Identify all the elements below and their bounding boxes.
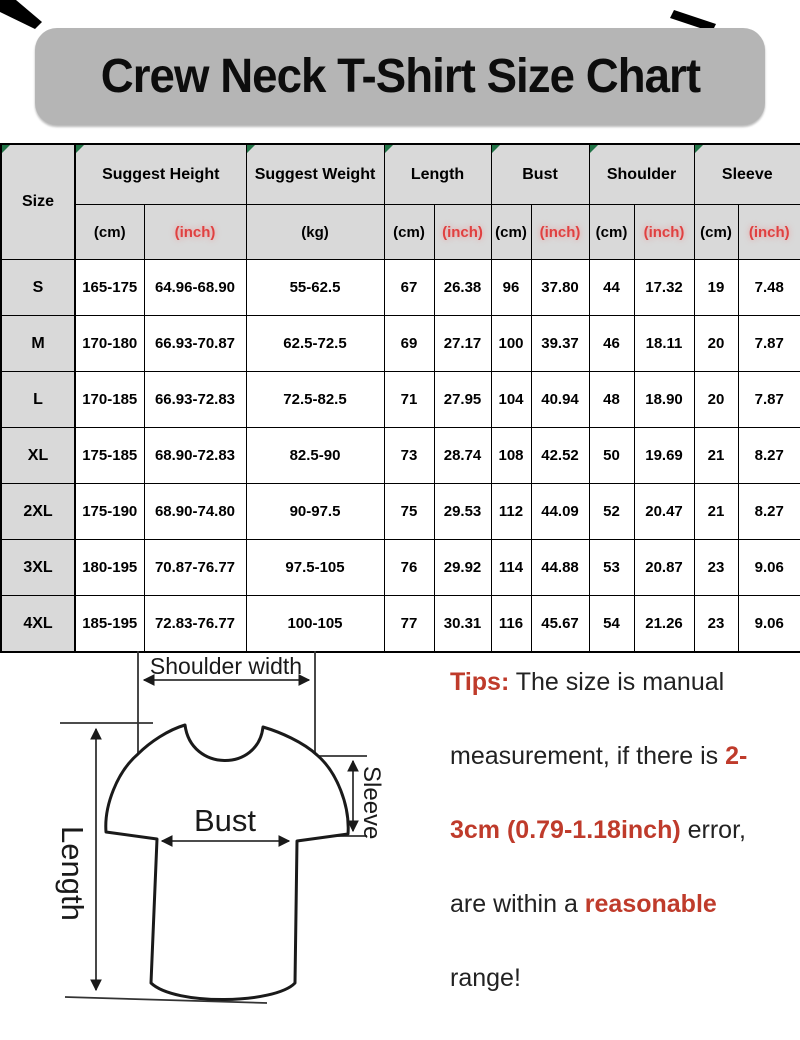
group-header-label: Bust — [522, 165, 558, 183]
size-label: 3XL — [1, 540, 75, 596]
value-cell: 55-62.5 — [246, 260, 384, 316]
unit-cell: (cm) — [491, 205, 531, 260]
value-cell: 23 — [694, 596, 738, 653]
unit-cell: (cm) — [589, 205, 634, 260]
value-cell: 75 — [384, 484, 434, 540]
value-cell: 44 — [589, 260, 634, 316]
value-cell: 72.83-76.77 — [144, 596, 246, 653]
value-cell: 45.67 — [531, 596, 589, 653]
unit-cell: (cm) — [384, 205, 434, 260]
value-cell: 53 — [589, 540, 634, 596]
comment-marker-icon — [695, 145, 703, 153]
value-cell: 112 — [491, 484, 531, 540]
value-cell: 20.47 — [634, 484, 694, 540]
unit-cell: (inch) — [531, 205, 589, 260]
value-cell: 116 — [491, 596, 531, 653]
size-label: 2XL — [1, 484, 75, 540]
value-cell: 8.27 — [738, 484, 800, 540]
value-cell: 27.95 — [434, 372, 491, 428]
value-cell: 20.87 — [634, 540, 694, 596]
table-row — [1, 316, 800, 372]
size-label: 4XL — [1, 596, 75, 653]
value-cell: 42.52 — [531, 428, 589, 484]
value-cell: 66.93-70.87 — [144, 316, 246, 372]
value-cell: 54 — [589, 596, 634, 653]
sleeve-label: Sleeve — [358, 766, 385, 840]
value-cell: 21 — [694, 428, 738, 484]
size-column-header-label: Size — [21, 193, 54, 210]
comment-marker-icon — [492, 145, 500, 153]
value-cell: 17.32 — [634, 260, 694, 316]
value-cell: 170-185 — [75, 372, 144, 428]
value-cell: 29.53 — [434, 484, 491, 540]
tips-line — [450, 645, 798, 719]
value-cell: 19 — [694, 260, 738, 316]
size-table — [0, 143, 800, 653]
tips-line — [450, 719, 798, 793]
value-cell: 170-180 — [75, 316, 144, 372]
tips-text-segment: measurement, if there is — [450, 742, 726, 770]
group-header-bust — [491, 144, 589, 205]
value-cell: 37.80 — [531, 260, 589, 316]
value-cell: 20 — [694, 372, 738, 428]
group-header-sleeve — [694, 144, 800, 205]
value-cell: 39.37 — [531, 316, 589, 372]
size-label: M — [1, 316, 75, 372]
unit-cell: (cm) — [75, 205, 144, 260]
tips-panel — [450, 645, 798, 1015]
value-cell: 19.69 — [634, 428, 694, 484]
shoulder-width-label: Shoulder width — [149, 653, 303, 679]
table-row — [1, 540, 800, 596]
value-cell: 66.93-72.83 — [144, 372, 246, 428]
size-label: L — [1, 372, 75, 428]
value-cell: 48 — [589, 372, 634, 428]
value-cell: 7.87 — [738, 316, 800, 372]
tips-text-segment: range! — [450, 964, 521, 992]
table-row — [1, 596, 800, 653]
value-cell: 44.09 — [531, 484, 589, 540]
group-header-row — [1, 144, 800, 205]
table-row — [1, 260, 800, 316]
value-cell: 44.88 — [531, 540, 589, 596]
comment-marker-icon — [247, 145, 255, 153]
value-cell: 8.27 — [738, 428, 800, 484]
size-table-body — [1, 260, 800, 653]
value-cell: 108 — [491, 428, 531, 484]
value-cell: 73 — [384, 428, 434, 484]
group-header-length — [384, 144, 491, 205]
value-cell: 100-105 — [246, 596, 384, 653]
value-cell: 50 — [589, 428, 634, 484]
value-cell: 40.94 — [531, 372, 589, 428]
value-cell: 69 — [384, 316, 434, 372]
tips-text-segment: error, — [680, 816, 746, 844]
value-cell: 9.06 — [738, 540, 800, 596]
value-cell: 52 — [589, 484, 634, 540]
value-cell: 7.48 — [738, 260, 800, 316]
group-header-suggest-weight — [246, 144, 384, 205]
length-label: Length — [55, 826, 90, 921]
tips-text-segment: 2- — [725, 742, 748, 770]
value-cell: 185-195 — [75, 596, 144, 653]
table-row — [1, 484, 800, 540]
value-cell: 70.87-76.77 — [144, 540, 246, 596]
value-cell: 64.96-68.90 — [144, 260, 246, 316]
value-cell: 7.87 — [738, 372, 800, 428]
value-cell: 97.5-105 — [246, 540, 384, 596]
size-column-header — [1, 144, 75, 260]
value-cell: 18.90 — [634, 372, 694, 428]
value-cell: 76 — [384, 540, 434, 596]
unit-cell: (inch) — [144, 205, 246, 260]
group-header-suggest-height — [75, 144, 246, 205]
comment-marker-icon — [385, 145, 393, 153]
tips-line — [450, 941, 798, 1015]
page-title: Crew Neck T-Shirt Size Chart — [100, 50, 700, 103]
value-cell: 62.5-72.5 — [246, 316, 384, 372]
comment-marker-icon — [590, 145, 598, 153]
table-row — [1, 428, 800, 484]
tips-text-segment: 3cm (0.79-1.18inch) — [450, 816, 681, 844]
value-cell: 71 — [384, 372, 434, 428]
value-cell: 18.11 — [634, 316, 694, 372]
tips-text-segment: Tips: — [450, 668, 510, 696]
left-corner-mark — [0, 0, 42, 29]
value-cell: 27.17 — [434, 316, 491, 372]
group-header-label: Sleeve — [721, 165, 773, 183]
unit-cell: (inch) — [434, 205, 491, 260]
value-cell: 175-190 — [75, 484, 144, 540]
value-cell: 46 — [589, 316, 634, 372]
value-cell: 100 — [491, 316, 531, 372]
value-cell: 77 — [384, 596, 434, 653]
bust-label: Bust — [193, 803, 257, 838]
unit-cell: (inch) — [634, 205, 694, 260]
group-header-label: Suggest Weight — [254, 165, 376, 183]
value-cell: 82.5-90 — [246, 428, 384, 484]
group-header-label: Length — [410, 165, 465, 183]
value-cell: 28.74 — [434, 428, 491, 484]
value-cell: 180-195 — [75, 540, 144, 596]
group-header-label: Suggest Height — [102, 165, 220, 183]
value-cell: 68.90-72.83 — [144, 428, 246, 484]
value-cell: 23 — [694, 540, 738, 596]
value-cell: 175-185 — [75, 428, 144, 484]
value-cell: 21 — [694, 484, 738, 540]
comment-marker-icon — [76, 145, 84, 153]
value-cell: 21.26 — [634, 596, 694, 653]
tshirt-outline — [106, 725, 348, 1000]
size-label: XL — [1, 428, 75, 484]
tips-text-segment: are within a — [450, 890, 585, 918]
table-row — [1, 372, 800, 428]
value-cell: 96 — [491, 260, 531, 316]
value-cell: 68.90-74.80 — [144, 484, 246, 540]
value-cell: 9.06 — [738, 596, 800, 653]
unit-cell: (inch) — [738, 205, 800, 260]
unit-cell: (kg) — [246, 205, 384, 260]
group-header-shoulder — [589, 144, 694, 205]
tips-text-segment: The size is manual — [509, 668, 725, 696]
value-cell: 30.31 — [434, 596, 491, 653]
value-cell: 26.38 — [434, 260, 491, 316]
group-header-label: Shoulder — [606, 165, 677, 183]
unit-cell: (cm) — [694, 205, 738, 260]
value-cell: 72.5-82.5 — [246, 372, 384, 428]
value-cell: 104 — [491, 372, 531, 428]
value-cell: 67 — [384, 260, 434, 316]
tips-line — [450, 793, 798, 867]
title-banner — [35, 28, 765, 125]
value-cell: 114 — [491, 540, 531, 596]
value-cell: 165-175 — [75, 260, 144, 316]
tips-text-segment: reasonable — [584, 890, 717, 918]
tshirt-measurement-diagram — [10, 648, 440, 1040]
value-cell: 20 — [694, 316, 738, 372]
units-row — [1, 205, 800, 260]
value-cell: 29.92 — [434, 540, 491, 596]
tips-line — [450, 867, 798, 941]
size-label: S — [1, 260, 75, 316]
comment-marker-icon — [2, 145, 10, 153]
value-cell: 90-97.5 — [246, 484, 384, 540]
